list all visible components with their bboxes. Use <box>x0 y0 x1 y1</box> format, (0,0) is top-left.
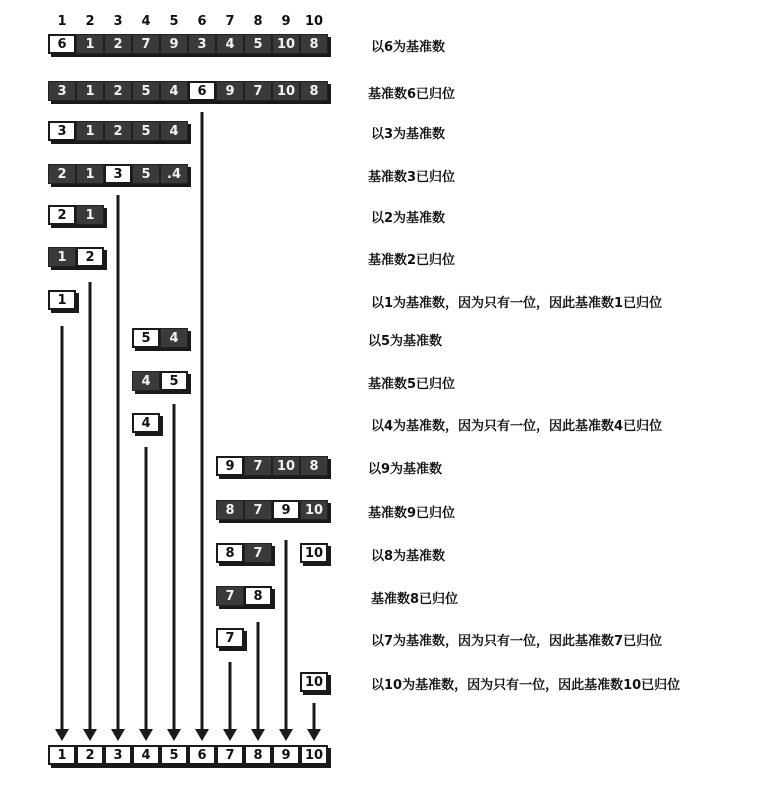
sorted-cell: 8 <box>244 745 272 765</box>
array-cell: 8 <box>300 81 328 101</box>
array-cell: 4 <box>160 121 188 141</box>
sorted-cell: 2 <box>76 745 104 765</box>
down-arrow-icon <box>307 703 321 741</box>
step-label: 以7为基准数，因为只有一位，因此基准数7已归位 <box>371 634 663 649</box>
array-cell: 10 <box>272 456 300 476</box>
down-arrow-icon <box>223 662 237 741</box>
index-header-5: 5 <box>169 14 179 29</box>
array-cell: 2 <box>104 81 132 101</box>
pivot-cell: 4 <box>132 413 160 433</box>
pivot-cell: 1 <box>48 290 76 310</box>
array-cell: 5 <box>244 34 272 54</box>
index-header-7: 7 <box>225 14 235 29</box>
array-cell: 2 <box>48 164 76 184</box>
array-cell: 1 <box>76 81 104 101</box>
step-label: 基准数5已归位 <box>368 377 456 392</box>
index-header-2: 2 <box>85 14 95 29</box>
array-cell: 7 <box>216 586 244 606</box>
index-header-9: 9 <box>281 14 291 29</box>
pivot-cell: 10 <box>300 543 328 563</box>
index-header-4: 4 <box>141 14 151 29</box>
array-cell: 8 <box>300 34 328 54</box>
array-cell: 8 <box>300 456 328 476</box>
array-cell: 4 <box>160 328 188 348</box>
array-cell: 10 <box>272 81 300 101</box>
array-cell: 7 <box>244 456 272 476</box>
step-label: 以6为基准数 <box>371 40 446 55</box>
down-arrow-icon <box>251 622 265 741</box>
array-cell: 3 <box>48 81 76 101</box>
array-cell: 5 <box>132 121 160 141</box>
sorted-cell: 10 <box>300 745 328 765</box>
step-label: 以4为基准数，因为只有一位，因此基准数4已归位 <box>371 419 663 434</box>
array-cell: 3 <box>188 34 216 54</box>
pivot-cell: 9 <box>272 500 300 520</box>
step-label: 基准数8已归位 <box>371 592 459 607</box>
array-cell: 5 <box>132 164 160 184</box>
sorted-cell: 3 <box>104 745 132 765</box>
down-arrow-icon <box>111 195 125 741</box>
pivot-cell: 3 <box>104 164 132 184</box>
step-label: 以5为基准数 <box>368 334 443 349</box>
down-arrow-icon <box>279 540 293 741</box>
array-cell: 7 <box>244 81 272 101</box>
array-cell: 1 <box>76 121 104 141</box>
pivot-cell: 8 <box>244 586 272 606</box>
array-cell: 1 <box>76 34 104 54</box>
step-label: 以9为基准数 <box>368 462 443 477</box>
pivot-cell: 5 <box>132 328 160 348</box>
array-cell: 5 <box>132 81 160 101</box>
step-label: 基准数2已归位 <box>368 253 456 268</box>
array-cell: 7 <box>244 543 272 563</box>
pivot-cell: 2 <box>76 247 104 267</box>
array-cell: 1 <box>76 205 104 225</box>
step-label: 基准数6已归位 <box>368 87 456 102</box>
sorted-cell: 1 <box>48 745 76 765</box>
pivot-cell: 9 <box>216 456 244 476</box>
array-cell: 9 <box>216 81 244 101</box>
pivot-cell: 10 <box>300 672 328 692</box>
down-arrow-icon <box>139 447 153 741</box>
down-arrow-icon <box>167 404 181 741</box>
index-header-3: 3 <box>113 14 123 29</box>
index-header-10: 10 <box>304 14 324 29</box>
index-header-1: 1 <box>57 14 67 29</box>
sorted-cell: 9 <box>272 745 300 765</box>
step-label: 以2为基准数 <box>371 211 446 226</box>
step-label: 基准数3已归位 <box>368 170 456 185</box>
array-cell: 2 <box>104 121 132 141</box>
array-cell: 8 <box>216 500 244 520</box>
array-cell: 1 <box>76 164 104 184</box>
array-cell: 1 <box>48 247 76 267</box>
down-arrow-icon <box>195 112 209 741</box>
pivot-cell: 8 <box>216 543 244 563</box>
array-cell: .4 <box>160 164 188 184</box>
pivot-cell: 5 <box>160 371 188 391</box>
pivot-cell: 3 <box>48 121 76 141</box>
sorted-cell: 7 <box>216 745 244 765</box>
array-cell: 7 <box>132 34 160 54</box>
index-header-8: 8 <box>253 14 263 29</box>
array-cell: 4 <box>216 34 244 54</box>
pivot-cell: 6 <box>188 81 216 101</box>
array-cell: 7 <box>244 500 272 520</box>
step-label: 以8为基准数 <box>371 549 446 564</box>
array-cell: 4 <box>132 371 160 391</box>
sorted-cell: 6 <box>188 745 216 765</box>
sorted-cell: 5 <box>160 745 188 765</box>
pivot-cell: 7 <box>216 628 244 648</box>
step-label: 基准数9已归位 <box>368 506 456 521</box>
sorted-cell: 4 <box>132 745 160 765</box>
step-label: 以10为基准数，因为只有一位，因此基准数10已归位 <box>371 678 681 693</box>
array-cell: 9 <box>160 34 188 54</box>
array-cell: 4 <box>160 81 188 101</box>
down-arrow-icon <box>83 282 97 741</box>
index-header-6: 6 <box>197 14 207 29</box>
array-cell: 10 <box>300 500 328 520</box>
pivot-cell: 2 <box>48 205 76 225</box>
down-arrow-icon <box>55 326 69 741</box>
pivot-cell: 6 <box>48 34 76 54</box>
step-label: 以1为基准数，因为只有一位，因此基准数1已归位 <box>371 296 663 311</box>
step-label: 以3为基准数 <box>371 127 446 142</box>
array-cell: 10 <box>272 34 300 54</box>
array-cell: 2 <box>104 34 132 54</box>
